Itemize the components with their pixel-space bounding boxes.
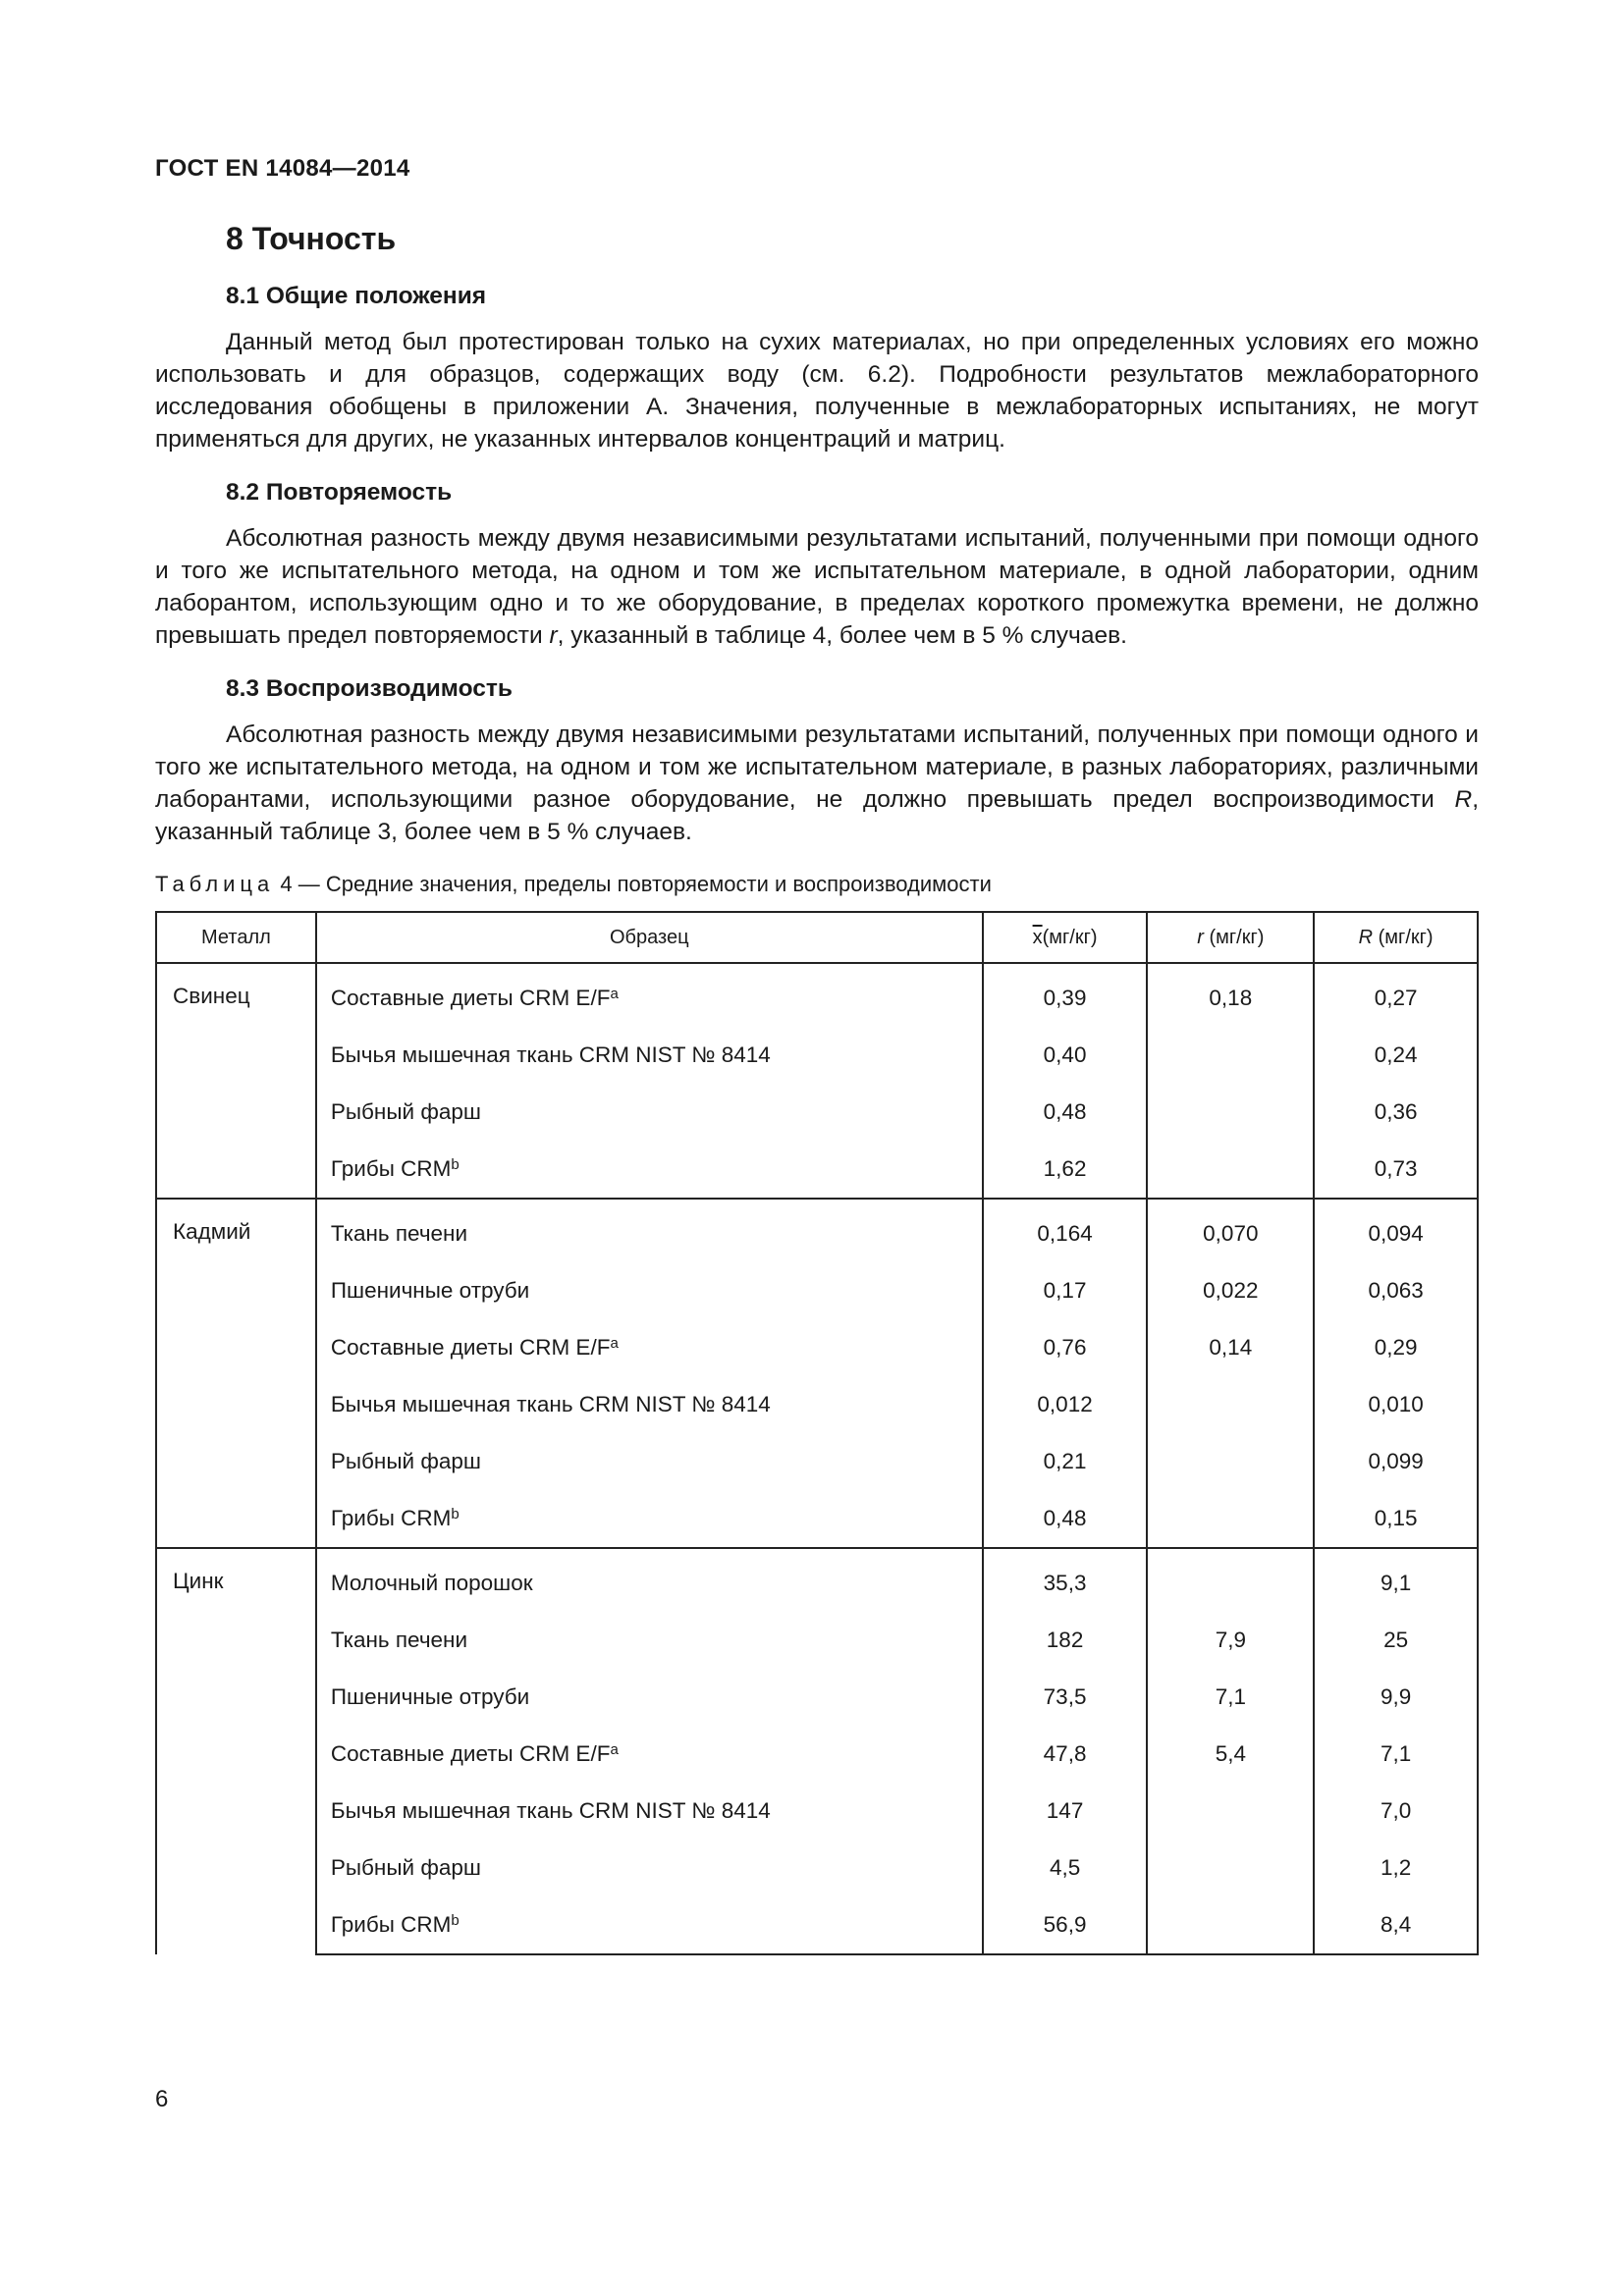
paragraph-text: Абсолютная разность между двумя независимыми результатами испытаний, полученных при помощи одного и того же испытательного метода, на одном и том же испытательном материале, в разных лабораториях, различными лаборантами, использующими разное оборудование, не должно превышать предел воспроизводимости: [155, 721, 1479, 813]
mean-value-cell: 56,9: [983, 1896, 1148, 1954]
symbol-R: R: [1454, 786, 1473, 813]
document-code: ГОСТ EN 14084—2014: [155, 155, 410, 182]
table-row: [156, 1612, 1478, 1669]
footnote-marker: b: [451, 1912, 460, 1929]
sample-cell: [316, 1319, 983, 1376]
sample-cell: [316, 1141, 983, 1199]
reproducibility-value-cell: 8,4: [1314, 1896, 1478, 1954]
sample-name: Ткань печени: [330, 1628, 468, 1652]
sample-name: Составные диеты CRM E/F: [330, 1741, 611, 1766]
sample-cell: [316, 1490, 983, 1548]
table-row: [156, 1141, 1478, 1199]
sample-cell: [316, 1840, 983, 1896]
reproducibility-value-cell: 1,2: [1314, 1840, 1478, 1896]
mean-value-cell: 0,48: [983, 1084, 1148, 1141]
repeatability-value-cell: [1147, 1840, 1314, 1896]
mean-value-cell: 4,5: [983, 1840, 1148, 1896]
sample-name: Рыбный фарш: [330, 1449, 481, 1473]
reproducibility-value-cell: 0,24: [1314, 1027, 1478, 1084]
sample-name: Рыбный фарш: [330, 1855, 481, 1880]
sample-name: Составные диеты CRM E/F: [330, 986, 611, 1010]
reproducibility-value-cell: 0,73: [1314, 1141, 1478, 1199]
reproducibility-value-cell: 0,36: [1314, 1084, 1478, 1141]
paragraph-repeatability: [155, 522, 1479, 652]
reproducibility-value-cell: 0,063: [1314, 1262, 1478, 1319]
sample-name: Бычья мышечная ткань CRM NIST № 8414: [330, 1392, 771, 1416]
reproducibility-value-cell: 0,010: [1314, 1376, 1478, 1433]
sample-cell: [316, 963, 983, 1027]
header-metal: Металл: [156, 912, 316, 963]
paragraph-text: , указанный таблице 3, более чем в 5 % случаев.: [155, 786, 1479, 845]
repeatability-value-cell: 0,14: [1147, 1319, 1314, 1376]
sample-cell: [316, 1199, 983, 1262]
table-row: [156, 1433, 1478, 1490]
sample-name: Грибы CRM: [330, 1506, 452, 1530]
sample-cell: [316, 1612, 983, 1669]
table-row: [156, 1199, 1478, 1262]
table-row: [156, 1490, 1478, 1548]
sample-cell: [316, 1262, 983, 1319]
repeatability-value-cell: [1147, 1896, 1314, 1954]
sample-name: Рыбный фарш: [330, 1099, 481, 1124]
sample-cell: [316, 1548, 983, 1612]
sample-name: Пшеничные отруби: [330, 1684, 530, 1709]
footnote-marker: a: [610, 1335, 619, 1352]
section-title: 8 Точность: [226, 221, 397, 256]
mean-value-cell: 0,40: [983, 1027, 1148, 1084]
reproducibility-value-cell: 7,1: [1314, 1726, 1478, 1783]
table-caption: [155, 872, 1479, 897]
paragraph-text: Абсолютная разность между двумя независимыми результатами испытаний, полученными при помощи одного и того же испытательного метода, на одном и том же испытательном материале, в одной лаборатории, одним лаборантом, использующим одно и то же оборудование, в пределах короткого промежутка времени, не должно превышать предел повторяемости: [155, 525, 1479, 649]
reproducibility-value-cell: 0,29: [1314, 1319, 1478, 1376]
sample-cell: [316, 1084, 983, 1141]
sample-name: Бычья мышечная ткань CRM NIST № 8414: [330, 1798, 771, 1823]
reproducibility-value-cell: 0,27: [1314, 963, 1478, 1027]
table-row: [156, 1084, 1478, 1141]
footnote-marker: a: [610, 1741, 619, 1758]
mean-value-cell: 182: [983, 1612, 1148, 1669]
repeatability-value-cell: [1147, 1433, 1314, 1490]
reproducibility-value-cell: 7,0: [1314, 1783, 1478, 1840]
mean-value-cell: 1,62: [983, 1141, 1148, 1199]
symbol-r: r: [549, 622, 558, 649]
header-reproducibility: [1314, 912, 1478, 963]
header-repeatability: [1147, 912, 1314, 963]
R-symbol: R: [1358, 926, 1374, 948]
sample-cell: [316, 1896, 983, 1954]
r-unit: (мг/кг): [1203, 926, 1265, 948]
repeatability-value-cell: [1147, 1376, 1314, 1433]
mean-value-cell: 0,21: [983, 1433, 1148, 1490]
sample-cell: [316, 1027, 983, 1084]
table-row: [156, 1726, 1478, 1783]
repeatability-value-cell: 0,022: [1147, 1262, 1314, 1319]
mean-value-cell: 0,39: [983, 963, 1148, 1027]
metal-cell: Кадмий: [156, 1199, 316, 1548]
repeatability-value-cell: 0,18: [1147, 963, 1314, 1027]
table-row: [156, 1027, 1478, 1084]
table-row: [156, 1319, 1478, 1376]
mean-value-cell: 0,164: [983, 1199, 1148, 1262]
repeatability-value-cell: 7,1: [1147, 1669, 1314, 1726]
page-content: [155, 221, 1479, 1955]
reproducibility-value-cell: 25: [1314, 1612, 1478, 1669]
table-body: [156, 963, 1478, 1954]
header-mean: [983, 912, 1148, 963]
sample-cell: [316, 1726, 983, 1783]
sample-cell: [316, 1376, 983, 1433]
mean-value-cell: 147: [983, 1783, 1148, 1840]
mean-value-cell: 73,5: [983, 1669, 1148, 1726]
mean-symbol: $\overline{x}$: [1032, 926, 1043, 948]
repeatability-value-cell: 7,9: [1147, 1612, 1314, 1669]
R-unit: (мг/кг): [1373, 926, 1434, 948]
sample-name: Молочный порошок: [330, 1571, 533, 1595]
header-sample: Образец: [316, 912, 983, 963]
paragraph-general: Данный метод был протестирован только на сухих материалах, но при определенных условиях его можно использовать и для образцов, содержащих воду (см. 6.2). Подробности результатов межлабораторного исследования обобщены в приложении А. Значения, полученные в межлабораторных испытаниях, не могут применяться для других, не указанных интервалов концентраций и матриц.: [155, 329, 1479, 453]
mean-value-cell: 0,76: [983, 1319, 1148, 1376]
reproducibility-value-cell: 0,099: [1314, 1433, 1478, 1490]
table-row: [156, 1783, 1478, 1840]
sample-cell: [316, 1783, 983, 1840]
repeatability-value-cell: 5,4: [1147, 1726, 1314, 1783]
sample-name: Грибы CRM: [330, 1156, 452, 1181]
repeatability-value-cell: 0,070: [1147, 1199, 1314, 1262]
r-symbol: r: [1197, 926, 1204, 948]
page-number: 6: [155, 2086, 169, 2112]
table-row: [156, 1262, 1478, 1319]
repeatability-value-cell: [1147, 1027, 1314, 1084]
reproducibility-value-cell: 9,1: [1314, 1548, 1478, 1612]
mean-value-cell: 35,3: [983, 1548, 1148, 1612]
table-row: [156, 1896, 1478, 1954]
subsection-title-reproducibility: 8.3 Воспроизводимость: [226, 675, 513, 702]
metal-cell: Цинк: [156, 1548, 316, 1954]
repeatability-value-cell: [1147, 1490, 1314, 1548]
table-header-row: [156, 912, 1478, 963]
metal-cell: Свинец: [156, 963, 316, 1199]
repeatability-value-cell: [1147, 1783, 1314, 1840]
mean-value-cell: 0,17: [983, 1262, 1148, 1319]
table-row: [156, 1840, 1478, 1896]
table-row: [156, 1376, 1478, 1433]
sample-name: Ткань печени: [330, 1221, 468, 1246]
table-row: [156, 1669, 1478, 1726]
reproducibility-value-cell: 0,094: [1314, 1199, 1478, 1262]
table-caption-text: 4 — Средние значения, пределы повторяемости и воспроизводимости: [274, 872, 992, 896]
sample-name: Бычья мышечная ткань CRM NIST № 8414: [330, 1042, 771, 1067]
mean-value-cell: 0,48: [983, 1490, 1148, 1548]
sample-cell: [316, 1433, 983, 1490]
subsection-title-general: 8.1 Общие положения: [226, 283, 487, 309]
mean-value-cell: 47,8: [983, 1726, 1148, 1783]
subsection-title-repeatability: 8.2 Повторяемость: [226, 479, 453, 506]
mean-unit: (мг/кг): [1042, 926, 1098, 948]
sample-cell: [316, 1669, 983, 1726]
sample-name: Составные диеты CRM E/F: [330, 1335, 611, 1360]
repeatability-value-cell: [1147, 1084, 1314, 1141]
paragraph-text: , указанный в таблице 4, более чем в 5 % случаев.: [557, 622, 1127, 649]
repeatability-value-cell: [1147, 1141, 1314, 1199]
table-row: [156, 1548, 1478, 1612]
sample-name: Пшеничные отруби: [330, 1278, 530, 1303]
footnote-marker: a: [610, 986, 619, 1002]
table-row: [156, 963, 1478, 1027]
footnote-marker: b: [451, 1506, 460, 1522]
reproducibility-value-cell: 0,15: [1314, 1490, 1478, 1548]
reproducibility-value-cell: 9,9: [1314, 1669, 1478, 1726]
mean-value-cell: 0,012: [983, 1376, 1148, 1433]
repeatability-value-cell: [1147, 1548, 1314, 1612]
sample-name: Грибы CRM: [330, 1912, 452, 1937]
table-caption-label: Таблица: [155, 872, 275, 896]
paragraph-reproducibility: [155, 719, 1479, 848]
results-table: [155, 911, 1479, 1955]
footnote-marker: b: [451, 1156, 460, 1173]
